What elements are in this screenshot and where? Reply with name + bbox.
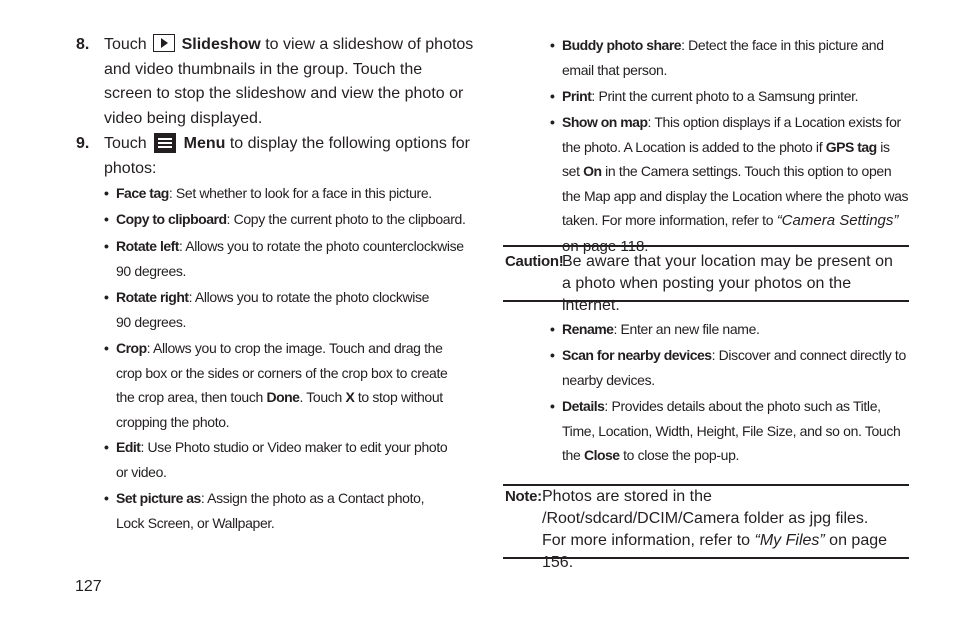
bullet-text: : Use Photo studio or Video maker to edit your photo or video. bbox=[116, 439, 448, 480]
bullet-text: : Discover and connect directly to nearby devices. bbox=[562, 347, 906, 388]
bullet-term: Crop bbox=[116, 340, 147, 356]
list-item: • Show on map: This option displays if a Location exists for the photo. A Location is added to the photo if GPS tag is set On in the Camera settings. Touch this option to open the Map app and display the Location where the photo was taken. For more information, refer to “Camera Settings” on page 118. bbox=[550, 114, 909, 255]
x-term: X bbox=[345, 389, 355, 405]
bullet-text: : Enter an new file name. bbox=[613, 321, 760, 337]
menu-term: Menu bbox=[183, 135, 226, 152]
touch-word: Touch bbox=[104, 36, 147, 53]
bullet-text: in the Camera settings. Touch this option to open the Map app and display the Location where the photo was taken. For more information, refer to bbox=[562, 163, 909, 228]
bullet-text: : Print the current photo to a Samsung printer. bbox=[591, 88, 859, 104]
note-text-body: Photos are stored in the /Root/sdcard/DCIM/Camera folder as jpg files. For more information, refer to bbox=[542, 488, 869, 549]
step-number: 9. bbox=[76, 135, 90, 152]
menu-icon bbox=[153, 132, 177, 154]
bullet-term: Rotate left bbox=[116, 238, 179, 254]
done-term: Done bbox=[266, 389, 300, 405]
on-term: On bbox=[583, 163, 602, 179]
caution-label: Caution! bbox=[505, 253, 564, 270]
bullet-term: Details bbox=[562, 398, 605, 414]
bullet-term: Print bbox=[562, 88, 592, 104]
note-bottom-rule bbox=[503, 557, 909, 559]
play-icon bbox=[153, 34, 175, 52]
bullet-text: to stop without cropping the photo. bbox=[116, 389, 443, 430]
bullet-text: : Set whether to look for a face in this picture. bbox=[168, 185, 432, 201]
bullet-term: Rename bbox=[562, 321, 614, 337]
note-label: Note: bbox=[505, 488, 542, 505]
slideshow-term: Slideshow bbox=[181, 36, 261, 53]
list-item: • Rotate right: Allows you to rotate the photo clockwise 90 degrees. bbox=[104, 289, 430, 330]
note-text bbox=[542, 486, 892, 574]
bullet-text: : Copy the current photo to the clipboard. bbox=[226, 211, 466, 227]
bullet-text: : Allows you to rotate the photo counterclockwise 90 degrees. bbox=[116, 238, 464, 279]
list-item: • Details: Provides details about the photo such as Title, Time, Location, Width, Height, File Size, and so on. Touch the Close to close the pop-up. bbox=[550, 398, 901, 463]
caution-bottom-rule bbox=[503, 300, 909, 302]
step-text: to display the following options for photos: bbox=[104, 135, 470, 177]
list-item: • Rotate left: Allows you to rotate the photo counterclockwise 90 degrees. bbox=[104, 238, 464, 279]
bullet-term: Scan for nearby devices bbox=[562, 347, 712, 363]
step-text: to view a slideshow of photos and video thumbnails in the group. Touch the screen to stop the slideshow and view the photo or video being displayed. bbox=[104, 36, 474, 127]
list-item: • Crop: Allows you to crop the image. Touch and drag the crop box or the sides or corners of the crop box to create the crop area, then touch Done. Touch X to stop without cropping the photo. bbox=[104, 340, 448, 430]
bullet-term: Edit bbox=[116, 439, 141, 455]
caution-text: Be aware that your location may be present on a photo when posting your photos on the internet. bbox=[562, 253, 893, 314]
step-slideshow bbox=[104, 33, 474, 131]
cross-reference-link[interactable]: “Camera Settings” bbox=[776, 212, 899, 229]
bullet-text: : Detect the face in this picture and email that person. bbox=[562, 37, 884, 78]
caution-top-rule bbox=[503, 245, 909, 247]
cross-reference-link[interactable]: “My Files” bbox=[754, 532, 825, 549]
bullet-term: Set picture as bbox=[116, 490, 201, 506]
list-item: • Buddy photo share: Detect the face in this picture and email that person. bbox=[550, 37, 884, 78]
list-item: • Copy to clipboard: Copy the current photo to the clipboard. bbox=[104, 211, 466, 227]
bullet-term: Buddy photo share bbox=[562, 37, 682, 53]
list-item: • Rename: Enter an new file name. bbox=[550, 321, 760, 337]
close-term: Close bbox=[583, 447, 620, 463]
bullet-term: Show on map bbox=[562, 114, 648, 130]
list-item: • Scan for nearby devices: Discover and connect directly to nearby devices. bbox=[550, 347, 906, 388]
bullet-term: Face tag bbox=[116, 185, 169, 201]
bullet-text: is set bbox=[562, 138, 890, 179]
bullet-text: : Provides details about the photo such as Title, Time, Location, Width, Height, File Size, and so on. Touch the bbox=[562, 398, 901, 463]
bullet-text: : Allows you to rotate the photo clockwise 90 degrees. bbox=[116, 289, 430, 330]
step-number: 8. bbox=[76, 36, 90, 53]
step-menu bbox=[104, 132, 474, 181]
touch-word: Touch bbox=[104, 135, 147, 152]
note-text-body: on page 156. bbox=[542, 532, 888, 571]
list-item: • Set picture as: Assign the photo as a Contact photo, Lock Screen, or Wallpaper. bbox=[104, 490, 425, 531]
bullet-text: : This option displays if a Location exists for the photo. A Location is added to the photo if bbox=[562, 114, 901, 155]
bullet-text: to close the pop-up. bbox=[619, 447, 740, 463]
bullet-term: Copy to clipboard bbox=[116, 211, 227, 227]
bullet-text: on page 118. bbox=[562, 237, 649, 255]
list-item: • Edit: Use Photo studio or Video maker to edit your photo or video. bbox=[104, 439, 448, 480]
bullet-term: Rotate right bbox=[116, 289, 189, 305]
list-item: • Face tag: Set whether to look for a face in this picture. bbox=[104, 185, 432, 201]
bullet-text: : Assign the photo as a Contact photo, Lock Screen, or Wallpaper. bbox=[116, 490, 425, 531]
gps-tag-term: GPS tag bbox=[825, 138, 877, 155]
bullet-text: . Touch bbox=[299, 389, 346, 405]
page-number: 127 bbox=[75, 578, 102, 595]
bullet-text: : Allows you to crop the image. Touch and drag the crop box or the sides or corners of the crop box to create the crop area, then touch bbox=[116, 340, 448, 405]
list-item: • Print: Print the current photo to a Samsung printer. bbox=[550, 88, 859, 104]
